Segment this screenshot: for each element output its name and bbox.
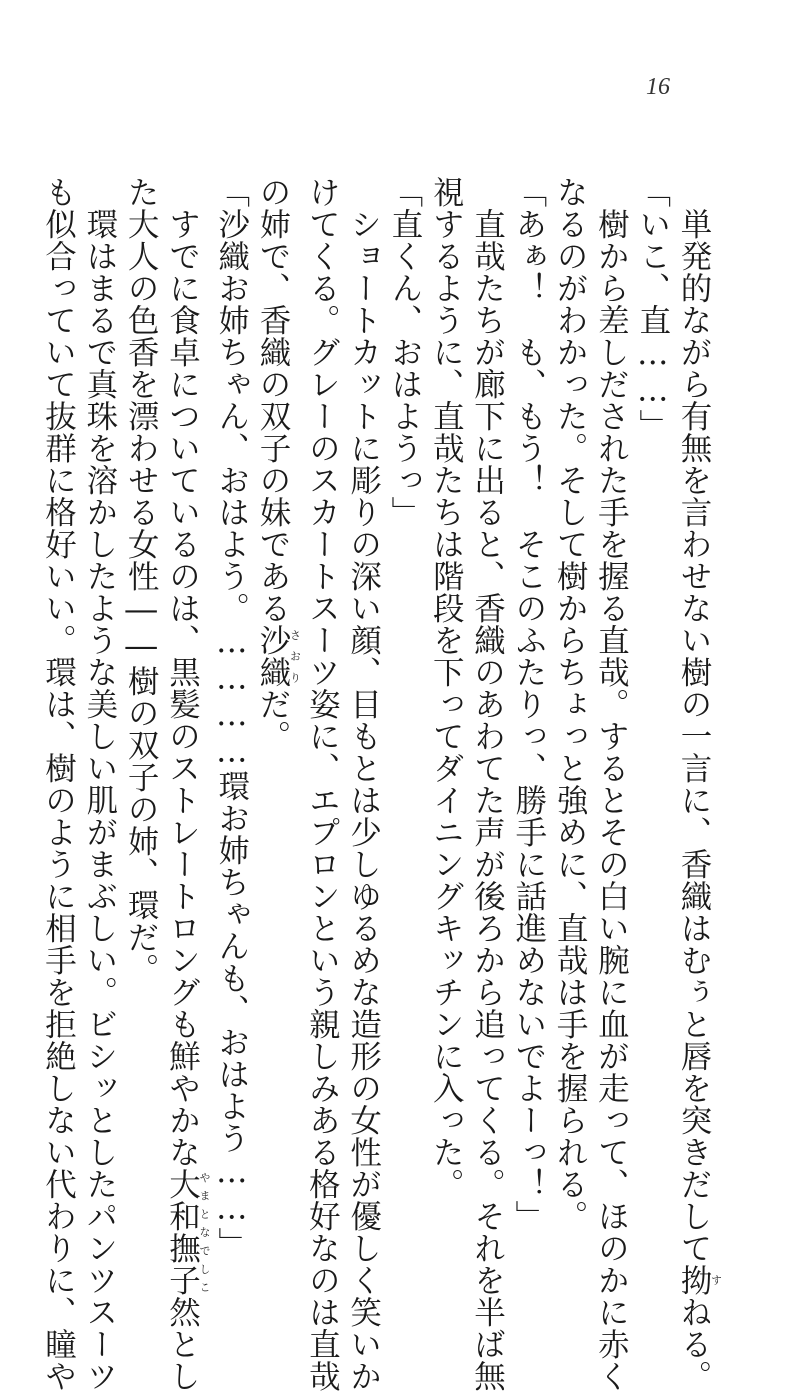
text-line xyxy=(342,176,383,1392)
text-line xyxy=(384,176,425,1136)
text-line xyxy=(631,176,672,1136)
text-segment: 樹から差しだされた手を握る直哉。するとその白い腕に血が走って、ほのかに赤く xyxy=(593,207,630,1392)
text-segment: すでに食卓についているのは、黒髪のストレートロングも鮮やかな xyxy=(164,207,201,1168)
text-line xyxy=(590,176,631,1392)
ruby-reading: さおり xyxy=(288,624,302,688)
ruby-annotation xyxy=(676,1263,723,1296)
text-line xyxy=(161,176,211,1392)
text-line xyxy=(210,176,251,1259)
ruby-reading: やまとなでしこ xyxy=(197,1167,211,1296)
ruby-annotation xyxy=(255,624,302,688)
ruby-base: 大和撫子 xyxy=(164,1167,201,1296)
text-segment: ショートカットに彫りの深い顔、目もとは少しゆるめな造形の女性が優しく笑いか xyxy=(345,207,382,1392)
text-line xyxy=(37,176,78,1392)
text-line xyxy=(79,176,120,1392)
ruby-reading: す xyxy=(709,1263,723,1296)
ruby-base: 沙織 xyxy=(255,624,292,688)
text-line xyxy=(549,176,590,1232)
text-line xyxy=(673,176,723,1392)
text-segment: けてくる。グレーのスカートスーツ姿に、エプロンという親しみある格好なのは直哉 xyxy=(304,176,341,1392)
text-segment: 単発的ながら有無を言わせない樹の一言に、香織はむぅと唇を突きだして xyxy=(676,207,712,1264)
ruby-annotation xyxy=(164,1167,211,1296)
page-number: 16 xyxy=(646,74,670,100)
text-segment: も似合っていて抜群に格好いい。環は、樹のように相手を拒絶しない代わりに、瞳や xyxy=(40,176,77,1392)
text-segment: 然とし xyxy=(164,1295,201,1392)
text-segment: 「沙織お姉ちゃん、おはよう。…………環お姉ちゃんも、おはよう……」 xyxy=(213,176,250,1259)
text-segment: 環はまるで真珠を溶かしたような美しい肌がまぶしい。ビシッとしたパンツスーツ xyxy=(81,207,118,1392)
text-segment: ねる。 xyxy=(676,1295,712,1392)
text-segment: の姉で、香織の双子の妹である xyxy=(255,176,292,624)
ruby-base: 拗 xyxy=(676,1263,712,1296)
text-line xyxy=(508,176,549,1232)
text-segment: 「直くん、おはようっ」 xyxy=(386,176,423,528)
text-line xyxy=(252,176,301,1136)
text-line xyxy=(120,176,161,1136)
text-segment: 直哉たちが廊下に出ると、香織のあわてた声が後ろから追ってくる。それを半ば無 xyxy=(469,207,506,1392)
text-segment: た大人の色香を漂わせる女性――樹の双子の姉、環だ。 xyxy=(123,176,160,985)
text-segment: 「あぁ！ も、もう！ そこのふたりっ、勝手に話進めないでよーっ！」 xyxy=(510,176,547,1232)
text-segment: だ。 xyxy=(255,688,292,752)
text-line xyxy=(301,176,342,1392)
text-segment: 視するように、直哉たちは階段を下ってダイニングキッチンに入った。 xyxy=(428,176,465,1200)
text-segment: 「いこ、直……」 xyxy=(634,176,671,441)
text-line xyxy=(425,176,466,1200)
vertical-text-block xyxy=(37,176,723,1392)
text-line xyxy=(466,176,507,1392)
text-segment: なるのがわかった。そして樹からちょっと強めに、直哉は手を握られる。 xyxy=(552,176,589,1232)
